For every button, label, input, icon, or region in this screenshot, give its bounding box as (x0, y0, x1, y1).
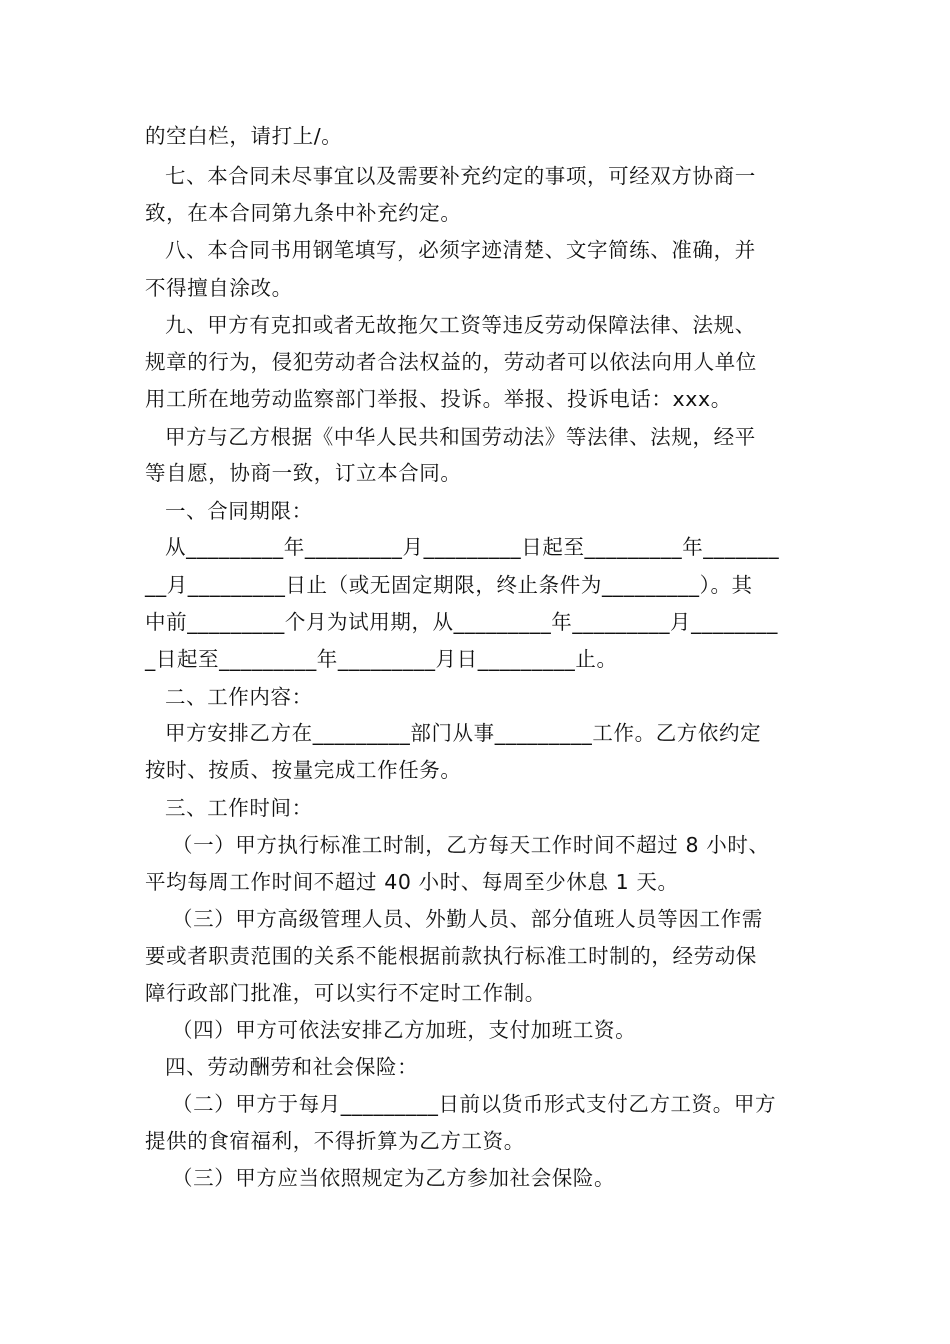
text-line: 甲方与乙方根据《中华人民共和国劳动法》等法律、法规，经平 (165, 425, 756, 449)
text-line: 提供的食宿福利，不得折算为乙方工资。 (145, 1129, 525, 1153)
text-line: 用工所在地劳动监察部门举报、投诉。举报、投诉电话：xxx。 (145, 387, 732, 411)
text-line: 等自愿，协商一致，订立本合同。 (145, 461, 462, 485)
text-line: 八、本合同书用钢笔填写，必须字迹清楚、文字简练、准确，并 (165, 238, 756, 262)
text-line: 的空白栏，请打上/。 (145, 124, 343, 148)
text-line: _日起至_________年_________月日_________止。 (145, 647, 618, 671)
text-line: 九、甲方有克扣或者无故拖欠工资等违反劳动保障法律、法规、 (165, 313, 756, 337)
section-heading: 四、劳动酬劳和社会保险： (165, 1055, 419, 1079)
text-line: 不得擅自涂改。 (145, 276, 293, 300)
text-line: （一）甲方执行标准工时制，乙方每天工作时间不超过 8 小时、 (172, 833, 770, 857)
text-line: 障行政部门批准，可以实行不定时工作制。 (145, 981, 546, 1005)
text-line: （四）甲方可依法安排乙方加班，支付加班工资。 (172, 1018, 637, 1042)
text-line: （三）甲方应当依照规定为乙方参加社会保险。 (172, 1166, 616, 1190)
text-line: 要或者职责范围的关系不能根据前款执行标准工时制的，经劳动保 (145, 944, 757, 968)
section-heading: 一、合同期限： (165, 499, 313, 523)
text-line: 甲方安排乙方在_________部门从事_________工作。乙方依约定 (165, 721, 762, 745)
text-line: （三）甲方高级管理人员、外勤人员、部分值班人员等因工作需 (172, 907, 763, 931)
text-line: 规章的行为，侵犯劳动者合法权益的，劳动者可以依法向用人单位 (145, 350, 757, 374)
text-line: __月_________日止（或无固定期限，终止条件为_________）。其 (145, 573, 753, 597)
text-line: 中前_________个月为试用期，从_________年_________月________ (145, 610, 778, 634)
section-heading: 二、工作内容： (165, 685, 313, 709)
text-line: 七、本合同未尽事宜以及需要补充约定的事项，可经双方协商一 (165, 164, 756, 188)
section-heading: 三、工作时间： (165, 796, 313, 820)
text-line: 平均每周工作时间不超过 40 小时、每周至少休息 1 天。 (145, 870, 679, 894)
text-line: 从_________年_________月_________日起至_________年_______ (165, 535, 780, 559)
text-line: 按时、按质、按量完成工作任务。 (145, 758, 462, 782)
text-line: （二）甲方于每月_________日前以货币形式支付乙方工资。甲方 (172, 1092, 777, 1116)
text-line: 致，在本合同第九条中补充约定。 (145, 201, 462, 225)
